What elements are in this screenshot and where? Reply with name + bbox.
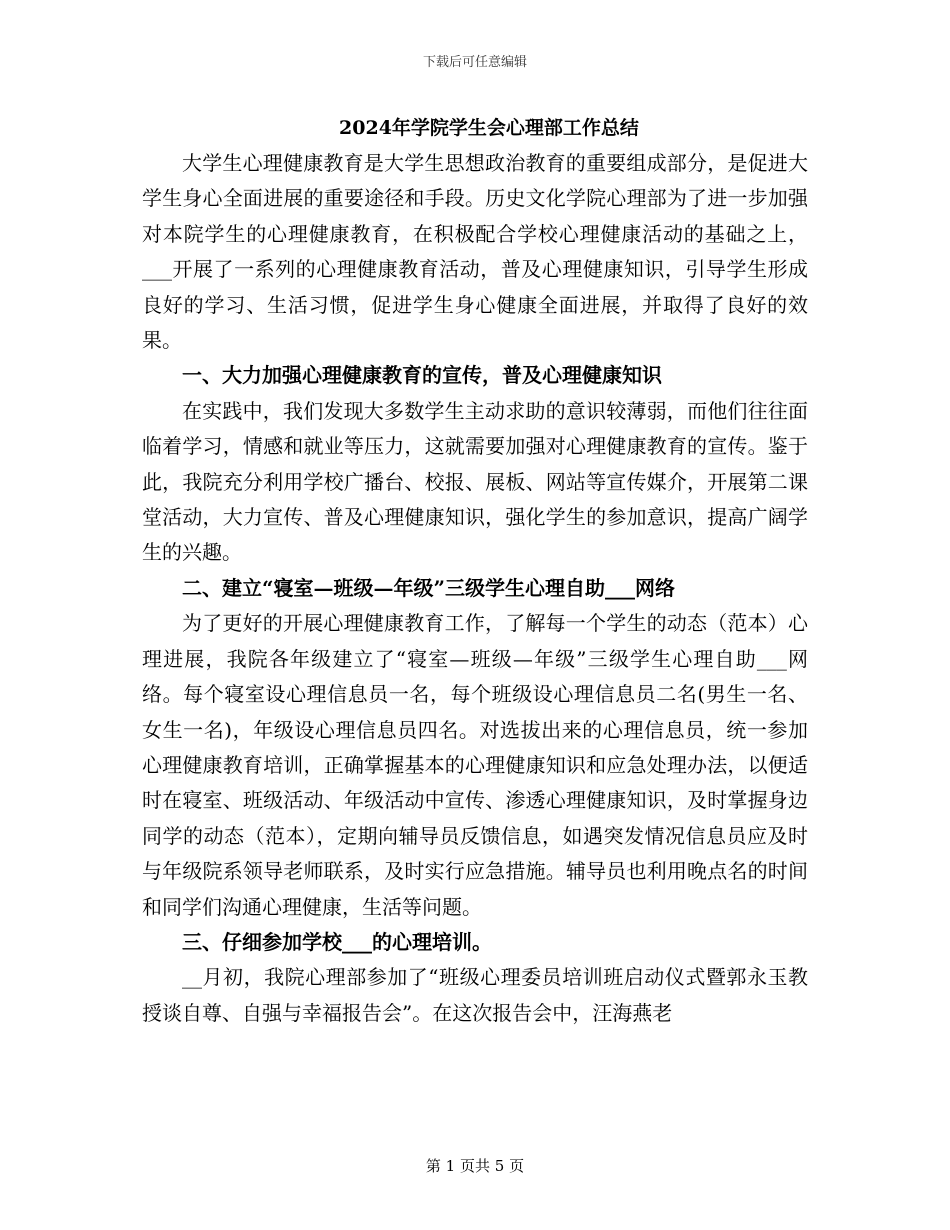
- intro-paragraph: 大学生心理健康教育是大学生思想政治教育的重要组成部分，是促进大学生身心全面进展的重要途径和手段。历史文化学院心理部为了进一步加强对本院学生的心理健康教育，在积极配合学校心理健康活动的基础之上，___开展了一系列的心理健康教育活动，普及心理健康知识，引导学生形成良好的学习、生活习惯，促进学生身心健康全面进展，并取得了良好的效果。: [142, 151, 808, 353]
- section-1-paragraph: 在实践中，我们发现大多数学生主动求助的意识较薄弱，而他们往往面临着学习，情感和就业等压力，这就需要加强对心理健康教育的宣传。鉴于此，我院充分利用学校广播台、校报、展板、网站等宣传媒介，开展第二课堂活动，大力宣传、普及心理健康知识，强化学生的参加意识，提高广阔学生的兴趣。: [142, 398, 808, 565]
- section-3-heading: 三、仔细参加学校___的心理培训。: [182, 929, 492, 954]
- section-2-paragraph: 为了更好的开展心理健康教育工作，了解每一个学生的动态（范本）心理进展，我院各年级建立了“寝室—班级—年级”三级学生心理自助___网络。每个寝室设心理信息员一名，每个班级设心理信息员二名(男生一名、女生一名)，年级设心理信息员四名。对选拔出来的心理信息员，统一参加心理健康教育培训，正确掌握基本的心理健康知识和应急处理办法，以便适时在寝室、班级活动、年级活动中宣传、渗透心理健康知识，及时掌握身边同学的动态（范本），定期向辅导员反馈信息，如遇突发情况信息员应及时与年级院系领导老师联系，及时实行应急措施。辅导员也利用晚点名的时间和同学们沟通心理健康，生活等问题。: [142, 611, 808, 919]
- section-3-paragraph: __月初，我院心理部参加了“班级心理委员培训班启动仪式暨郭永玉教授谈自尊、自强与幸福报告会”。在这次报告会中，汪海燕老: [142, 965, 808, 1025]
- page-header: 下载后可任意编辑: [422, 55, 527, 70]
- document-body: [142, 114, 808, 1031]
- document-title: 2024年学院学生会心理部工作总结: [339, 117, 639, 139]
- section-1-heading: 一、大力加强心理健康教育的宣传，普及心理健康知识: [182, 363, 662, 388]
- section-2-heading: 二、建立“寝室—班级—年级”三级学生心理自助___网络: [182, 575, 676, 600]
- page-footer: 第 1 页共 5 页: [425, 1157, 525, 1175]
